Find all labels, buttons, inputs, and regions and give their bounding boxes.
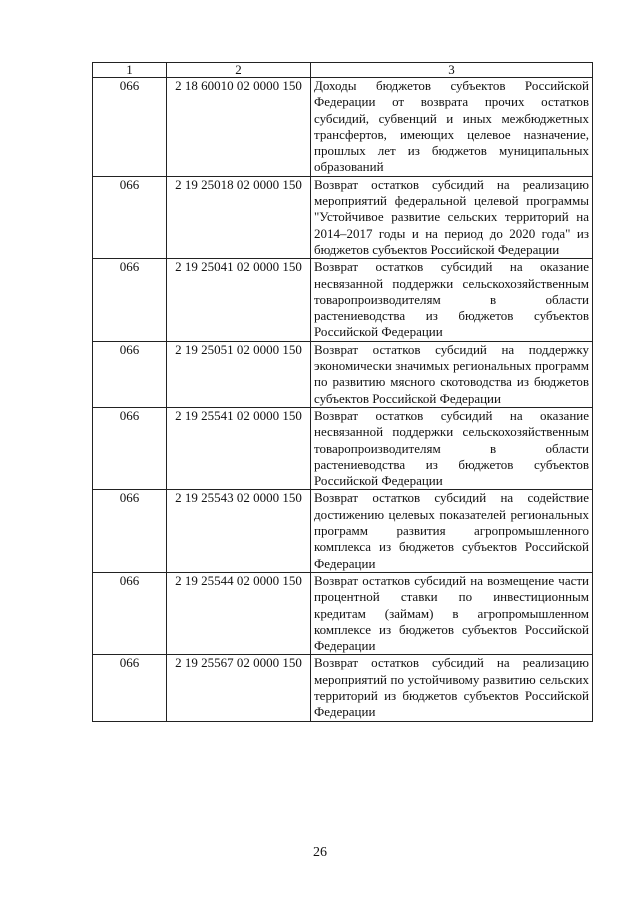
table-row xyxy=(93,78,593,177)
table-row xyxy=(93,490,593,572)
table-header xyxy=(93,63,593,78)
table-row xyxy=(93,176,593,258)
description-cell: Возврат остатков субсидий на реализацию мероприятий по устойчивому развитию сельских территорий из бюджетов субъектов Российской Федерации xyxy=(311,655,593,721)
description-cell: Возврат остатков субсидий на оказание несвязанной поддержки сельскохозяйственным товаропроизводителям в области растениеводства из бюджетов субъектов Российской Федерации xyxy=(311,259,593,341)
table-body xyxy=(93,78,593,722)
admin-code-cell: 066 xyxy=(93,259,167,341)
table-row xyxy=(93,341,593,407)
description-cell: Возврат остатков субсидий на возмещение части процентной ставки по инвестиционным кредитам (займам) в агропромышленном комплексе из бюджетов субъектов Российской Федерации xyxy=(311,572,593,654)
admin-code-cell: 066 xyxy=(93,490,167,572)
table-row xyxy=(93,572,593,654)
admin-code-cell: 066 xyxy=(93,176,167,258)
budget-code-cell: 2 19 25567 02 0000 150 xyxy=(167,655,311,721)
budget-code-cell: 2 19 25051 02 0000 150 xyxy=(167,341,311,407)
admin-code-cell: 066 xyxy=(93,341,167,407)
budget-code-cell: 2 19 25041 02 0000 150 xyxy=(167,259,311,341)
table-row xyxy=(93,407,593,489)
page-number: 26 xyxy=(313,845,327,860)
admin-code-cell: 066 xyxy=(93,78,167,177)
description-cell: Доходы бюджетов субъектов Российской Федерации от возврата прочих остатков субсидий, субвенций и иных межбюджетных трансфертов, имеющих целевое назначение, прошлых лет из бюджетов муниципальных образований xyxy=(311,78,593,177)
budget-code-cell: 2 19 25541 02 0000 150 xyxy=(167,407,311,489)
budget-code-cell: 2 19 25018 02 0000 150 xyxy=(167,176,311,258)
admin-code-cell: 066 xyxy=(93,407,167,489)
budget-code-cell: 2 18 60010 02 0000 150 xyxy=(167,78,311,177)
description-cell: Возврат остатков субсидий на содействие достижению целевых показателей региональных программ развития агропромышленного комплекса из бюджетов субъектов Российской Федерации xyxy=(311,490,593,572)
table-row xyxy=(93,655,593,721)
description-cell: Возврат остатков субсидий на поддержку экономически значимых региональных программ по развитию мясного скотоводства из бюджетов субъектов Российской Федерации xyxy=(311,341,593,407)
admin-code-cell: 066 xyxy=(93,655,167,721)
description-cell: Возврат остатков субсидий на реализацию мероприятий федеральной целевой программы "Устойчивое развитие сельских территорий на 2014–2017 годы и на период до 2020 года" из бюджетов субъектов Российской Федерации xyxy=(311,176,593,258)
table-row xyxy=(93,259,593,341)
header-col-1: 1 xyxy=(93,63,167,78)
budget-code-cell: 2 19 25543 02 0000 150 xyxy=(167,490,311,572)
header-row xyxy=(93,63,593,78)
budget-codes-table xyxy=(92,62,593,722)
header-col-3: 3 xyxy=(311,63,593,78)
budget-code-cell: 2 19 25544 02 0000 150 xyxy=(167,572,311,654)
description-cell: Возврат остатков субсидий на оказание несвязанной поддержки сельскохозяйственным товаропроизводителям в области растениеводства из бюджетов субъектов Российской Федерации xyxy=(311,407,593,489)
header-col-2: 2 xyxy=(167,63,311,78)
admin-code-cell: 066 xyxy=(93,572,167,654)
